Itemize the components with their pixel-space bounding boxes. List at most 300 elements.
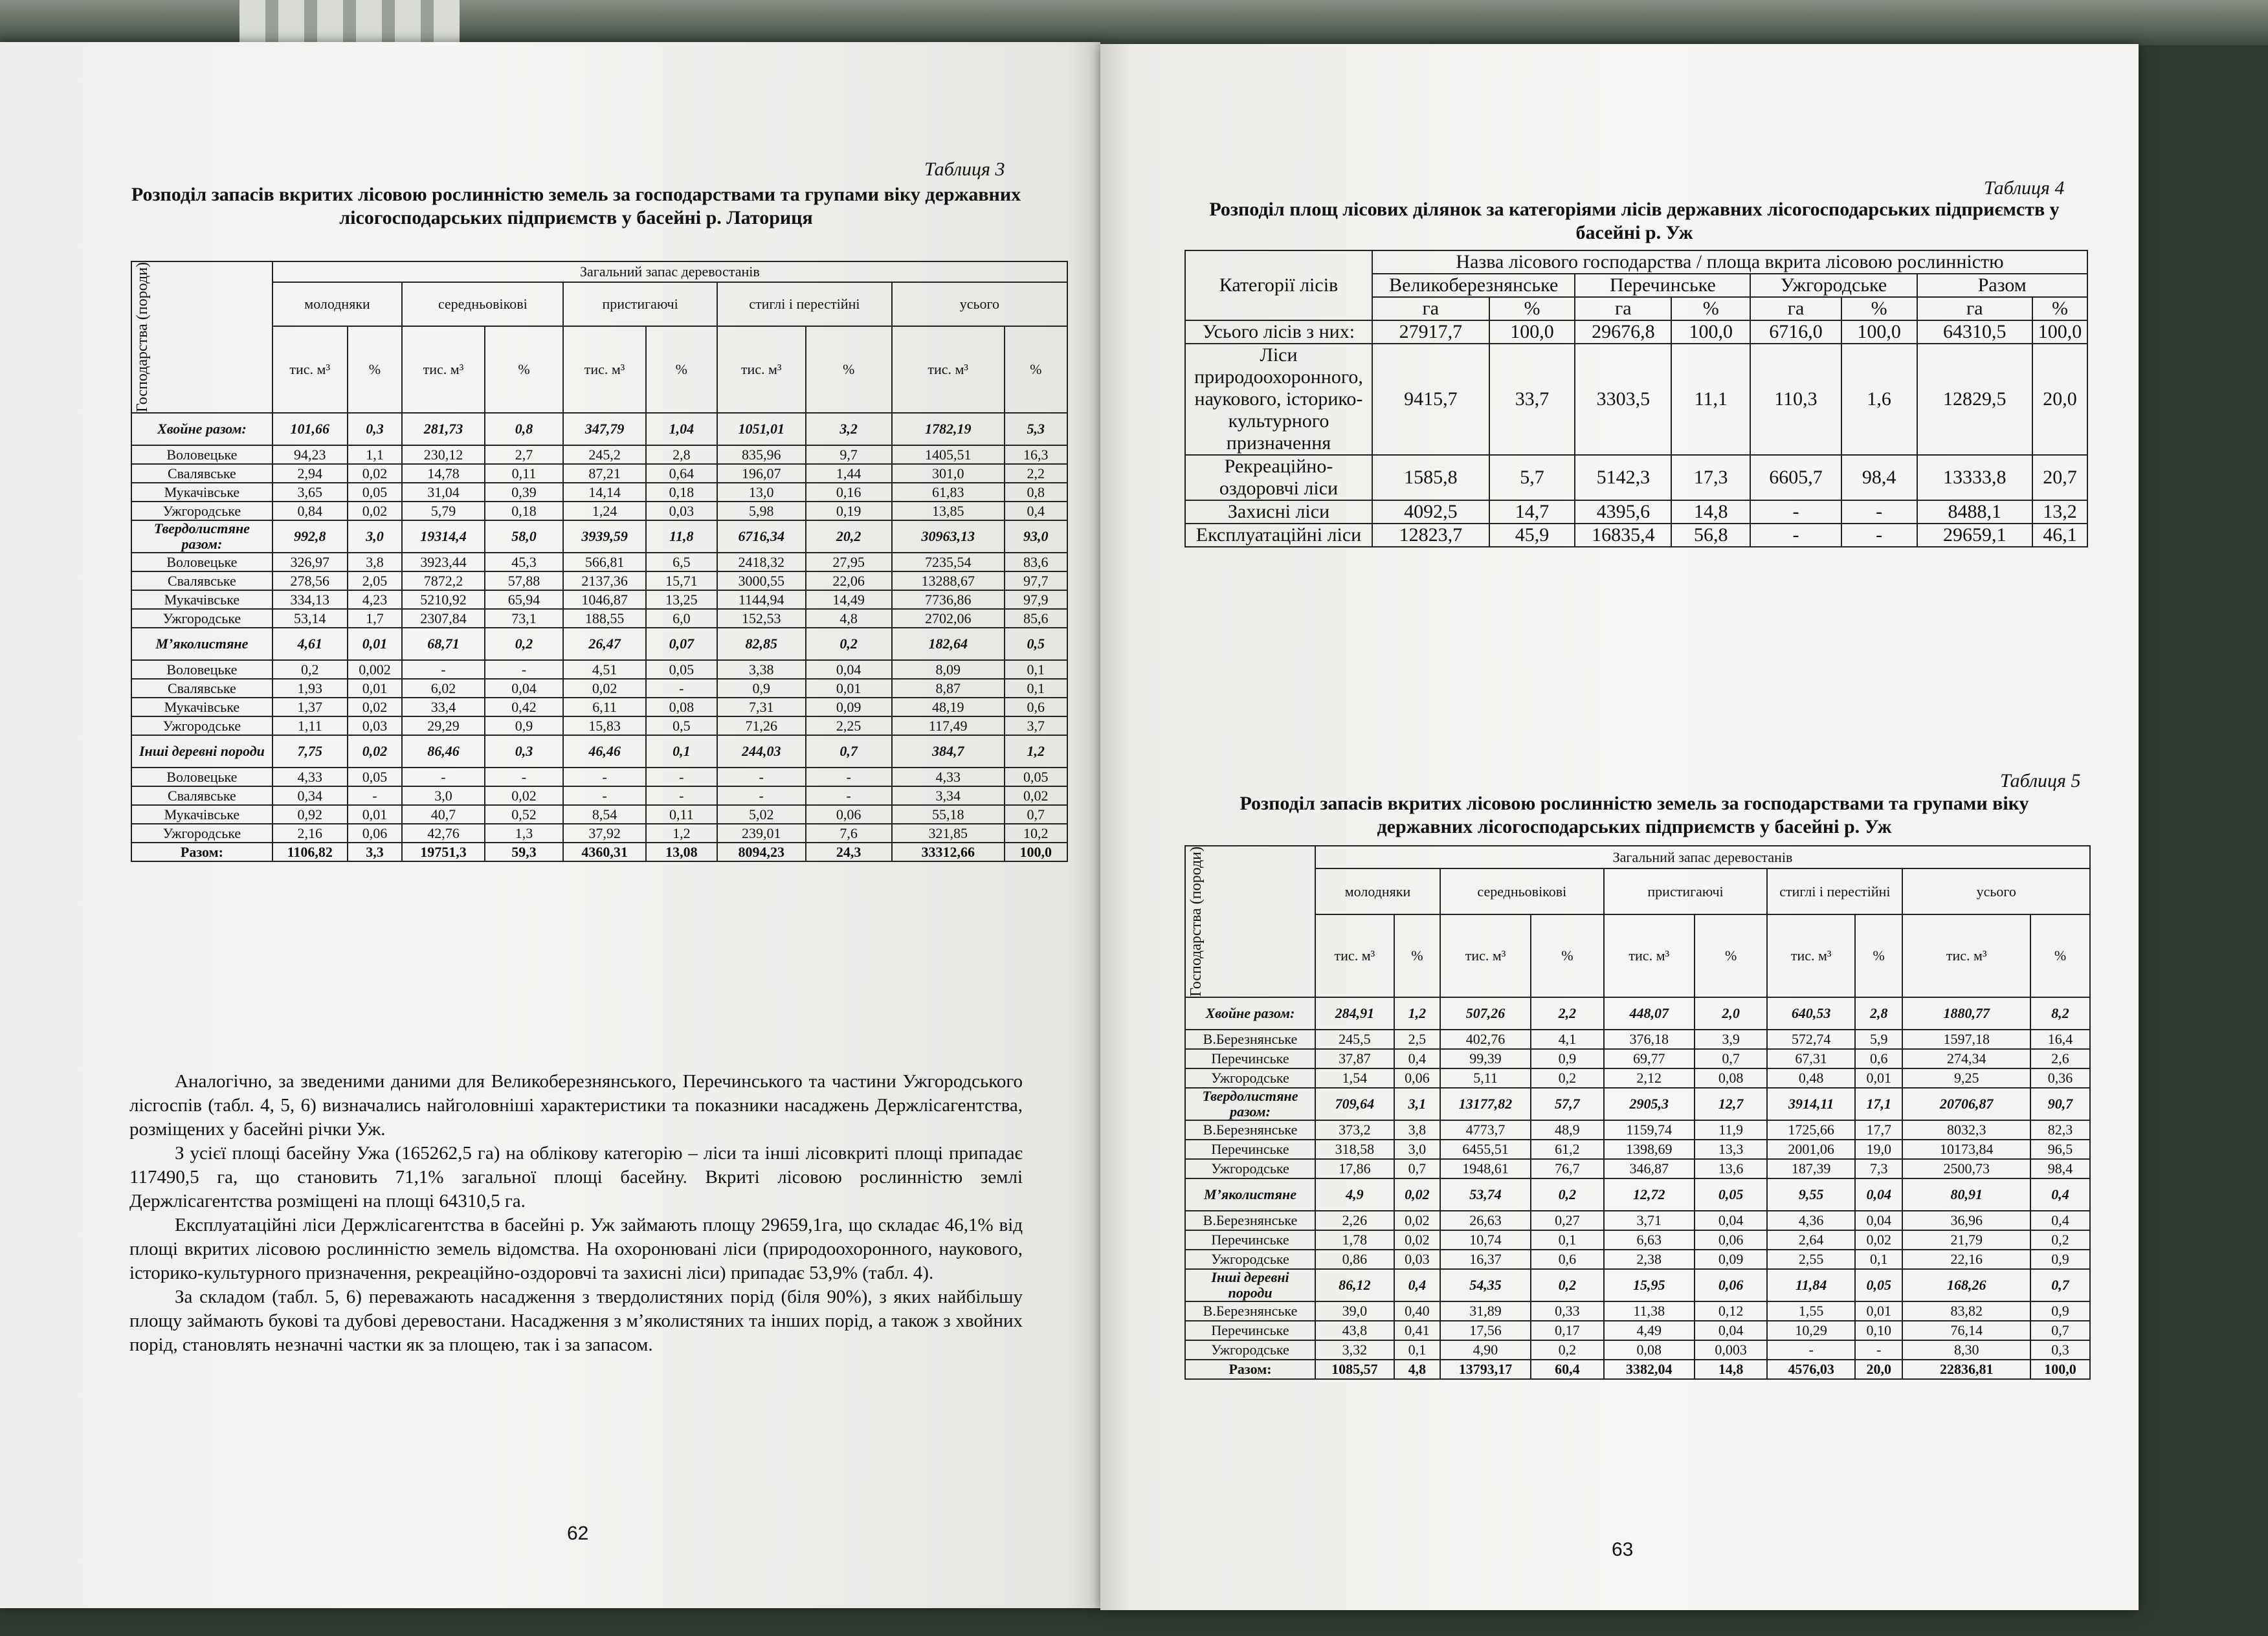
table-cell: 83,82 — [1902, 1301, 2030, 1321]
row-label: Захисні ліси — [1185, 500, 1372, 524]
table-cell: 45,3 — [485, 553, 564, 571]
table-cell: 2,6 — [2030, 1049, 2090, 1068]
table-cell: 0,02 — [485, 786, 564, 805]
table-cell: 110,3 — [1750, 344, 1841, 455]
table-cell: 31,04 — [402, 483, 484, 502]
table-cell: - — [485, 660, 564, 679]
table-cell: 1948,61 — [1440, 1159, 1531, 1178]
table-cell: 0,84 — [272, 502, 348, 520]
table-cell: 4,9 — [1315, 1178, 1394, 1211]
table-cell: 7872,2 — [402, 571, 484, 590]
table-cell: 8,87 — [892, 679, 1005, 698]
table-cell: 376,18 — [1604, 1030, 1695, 1049]
table-cell: 101,66 — [272, 413, 348, 445]
row-label: Ужгородське — [1185, 1068, 1315, 1088]
group-middle: середньовікові — [402, 282, 563, 326]
table-cell: 0,3 — [2030, 1340, 2090, 1360]
table-cell: 20,0 — [1855, 1360, 1903, 1379]
row-label: Ліси природоохоронного, наукового, історико-культурного призначення — [1185, 344, 1372, 455]
ha-header: га — [1575, 297, 1671, 320]
unit-header: тис. м³ — [1604, 914, 1695, 997]
farm-header: Ужгородське — [1750, 274, 1917, 297]
table-cell: 100,0 — [1489, 320, 1575, 344]
row-label: Воловецьке — [131, 445, 272, 464]
row-label: Хвойне разом: — [131, 413, 272, 445]
row-label: Твердолистяне разом: — [131, 520, 272, 553]
paragraph: Експлуатаційні ліси Держлісагентства в басейні р. Уж займають площу 29659,1га, що складає 46,1% від площі вкритих лісовою рослинністю земель відомства. На охоронювані ліси (природоохоронного, наукового, історико-культурного призначення, рекреаційно-оздоровчі та захисні ліси) припадає 53,9% (табл. 4). — [129, 1215, 1023, 1283]
table-cell: 0,18 — [485, 502, 564, 520]
table-cell: 3303,5 — [1575, 344, 1671, 455]
table-cell: 2418,32 — [717, 553, 806, 571]
table-cell: 100,0 — [1671, 320, 1750, 344]
table-cell: 0,002 — [348, 660, 403, 679]
row-label: М’яколистяне — [1185, 1178, 1315, 1211]
table-row — [131, 609, 1067, 628]
table-cell: 90,7 — [2030, 1088, 2090, 1120]
table-cell: 318,58 — [1315, 1140, 1394, 1159]
table-cell: 3,0 — [1394, 1140, 1440, 1159]
forestry-span-header: Назва лісового господарства / площа вкрита лісовою рослинністю — [1372, 250, 2087, 274]
table-cell: 152,53 — [717, 609, 806, 628]
table-cell: 0,18 — [646, 483, 717, 502]
table-cell: 3,0 — [402, 786, 484, 805]
farm-header: Великоберезнянське — [1372, 274, 1575, 297]
table-3-caption: Таблиця 3 — [924, 159, 1005, 180]
row-label: В.Березнянське — [1185, 1301, 1315, 1321]
table-cell: 244,03 — [717, 735, 806, 768]
table-cell: 0,40 — [1394, 1301, 1440, 1321]
table-cell: 0,02 — [1394, 1211, 1440, 1230]
table-cell: 24,3 — [806, 843, 892, 861]
table-cell: 0,41 — [1394, 1321, 1440, 1340]
table-cell: 86,46 — [402, 735, 484, 768]
table-cell: 13,08 — [646, 843, 717, 861]
table-cell: 17,1 — [1855, 1088, 1903, 1120]
table-cell: 274,34 — [1902, 1049, 2030, 1068]
table-row — [131, 805, 1067, 824]
table-cell: 20706,87 — [1902, 1088, 2030, 1120]
group-middle: середньовікові — [1440, 868, 1604, 914]
table-cell: 0,05 — [646, 660, 717, 679]
table-cell: 0,5 — [1005, 628, 1067, 660]
table-cell: - — [1767, 1340, 1855, 1360]
row-label: В.Березнянське — [1185, 1211, 1315, 1230]
body-text — [129, 1070, 1023, 1357]
table-cell: 53,74 — [1440, 1178, 1531, 1211]
paragraph: Аналогічно, за зведеними даними для Великоберезнянського, Перечинського та частини Ужгородського лісгоспів (табл. 4, 5, 6) визначались найголовніші характеристики та показники насаджень Держлісагентства, розміщених у басейні річки Уж. — [129, 1071, 1023, 1140]
table-cell: - — [646, 768, 717, 786]
table-cell: 29676,8 — [1575, 320, 1671, 344]
group-young: молодняки — [272, 282, 402, 326]
unit-header: тис. м³ — [272, 326, 348, 413]
table-4-caption: Таблиця 4 — [1984, 177, 2065, 199]
table-cell: 4,8 — [806, 609, 892, 628]
table-cell: - — [402, 768, 484, 786]
table-cell: 0,06 — [1695, 1269, 1768, 1301]
row-label: Інші деревні породи — [1185, 1269, 1315, 1301]
table-cell: 16,4 — [2030, 1030, 2090, 1049]
row-label: Ужгородське — [131, 716, 272, 735]
table-row — [1185, 344, 2087, 455]
table-4-heading: Розподіл площ лісових ділянок за категоріями лісів державних лісогосподарських підприємств у басейні р. Уж — [1209, 199, 2060, 243]
table-cell: 17,3 — [1671, 455, 1750, 500]
table-cell: 4360,31 — [563, 843, 645, 861]
table-cell: 4,33 — [892, 768, 1005, 786]
table-cell: 5210,92 — [402, 590, 484, 609]
table-cell: 0,9 — [717, 679, 806, 698]
page-number: 63 — [1612, 1539, 1634, 1560]
table-cell: 0,7 — [1695, 1049, 1768, 1068]
table-cell: 7,3 — [1855, 1159, 1903, 1178]
table-cell: 13,25 — [646, 590, 717, 609]
table-cell: 37,92 — [563, 824, 645, 843]
table-cell: 46,1 — [2032, 524, 2087, 547]
table-cell: 1,11 — [272, 716, 348, 735]
table-cell: 2,64 — [1767, 1230, 1855, 1250]
table-cell: 45,9 — [1489, 524, 1575, 547]
table-cell: 2,8 — [646, 445, 717, 464]
table-cell: 6,63 — [1604, 1230, 1695, 1250]
table-cell: 0,4 — [2030, 1178, 2090, 1211]
table-cell: 9415,7 — [1372, 344, 1489, 455]
row-label: М’яколистяне — [131, 628, 272, 660]
table-cell: 15,83 — [563, 716, 645, 735]
table-cell: 1,2 — [1394, 997, 1440, 1030]
table-row — [131, 445, 1067, 464]
table-cell: 2,94 — [272, 464, 348, 483]
table-cell: 0,7 — [1005, 805, 1067, 824]
table-cell: 0,07 — [646, 628, 717, 660]
table-cell: 507,26 — [1440, 997, 1531, 1030]
table-row — [1185, 1159, 2090, 1178]
farm-header: Господарства (породи) — [1188, 846, 1205, 997]
table-cell: 0,09 — [806, 698, 892, 716]
table-cell: 0,64 — [646, 464, 717, 483]
table-cell: 0,4 — [1394, 1049, 1440, 1068]
table-cell: 12,7 — [1695, 1088, 1768, 1120]
table-cell: 0,06 — [806, 805, 892, 824]
table-cell: 0,05 — [348, 768, 403, 786]
table-cell: 0,05 — [1695, 1178, 1768, 1211]
table-cell: 14,78 — [402, 464, 484, 483]
pct-header: % — [806, 326, 892, 413]
table-cell: 284,91 — [1315, 997, 1394, 1030]
table-cell: 13177,82 — [1440, 1088, 1531, 1120]
table-cell: 57,88 — [485, 571, 564, 590]
table-cell: 1,04 — [646, 413, 717, 445]
table-cell: 43,8 — [1315, 1321, 1394, 1340]
table-cell: 40,7 — [402, 805, 484, 824]
table-cell: 11,9 — [1695, 1120, 1768, 1140]
pct-header: % — [1394, 914, 1440, 997]
row-label: Твердолистяне разом: — [1185, 1088, 1315, 1120]
table-cell: 11,38 — [1604, 1301, 1695, 1321]
table-row — [1185, 500, 2087, 524]
table-4 — [1184, 250, 2088, 547]
table-cell: 0,2 — [272, 660, 348, 679]
table-cell: 0,02 — [348, 698, 403, 716]
table-row — [131, 786, 1067, 805]
table-cell: 12,72 — [1604, 1178, 1695, 1211]
table-row — [131, 553, 1067, 571]
table-cell: - — [1750, 524, 1841, 547]
table-cell: 402,76 — [1440, 1030, 1531, 1049]
table-cell: 19314,4 — [402, 520, 484, 553]
table-cell: 13,0 — [717, 483, 806, 502]
table-cell: 2,16 — [272, 824, 348, 843]
group-row — [131, 628, 1067, 660]
table-cell: 9,55 — [1767, 1178, 1855, 1211]
row-label: Ужгородське — [131, 609, 272, 628]
table-cell: 15,95 — [1604, 1269, 1695, 1301]
table-cell: 1085,57 — [1315, 1360, 1394, 1379]
table-cell: 0,02 — [1394, 1230, 1440, 1250]
row-label: Свалявське — [131, 679, 272, 698]
table-cell: 0,7 — [2030, 1269, 2090, 1301]
table-cell: 3,71 — [1604, 1211, 1695, 1230]
table-cell: 5142,3 — [1575, 455, 1671, 500]
table-cell: 0,02 — [1005, 786, 1067, 805]
table-cell: 9,25 — [1902, 1068, 2030, 1088]
table-cell: 0,1 — [1005, 660, 1067, 679]
table-row — [1185, 1321, 2090, 1340]
table-cell: 0,04 — [1695, 1321, 1768, 1340]
table-row — [1185, 1030, 2090, 1049]
table-cell: - — [1841, 500, 1917, 524]
table-cell: 384,7 — [892, 735, 1005, 768]
table-cell: 8,54 — [563, 805, 645, 824]
table-cell: - — [717, 768, 806, 786]
table-cell: 4,90 — [1440, 1340, 1531, 1360]
table-cell: 0,003 — [1695, 1340, 1768, 1360]
table-cell: 2,55 — [1767, 1250, 1855, 1269]
unit-header: тис. м³ — [892, 326, 1005, 413]
ha-header: га — [1372, 297, 1489, 320]
table-cell: 13333,8 — [1917, 455, 2033, 500]
table-cell: 0,01 — [348, 805, 403, 824]
paragraph: За складом (табл. 5, 6) переважають насадження з твердолистяних порід (біля 90%), з яких найбільшу площу займають букові та дубові деревостани. Насадження з м’яколистяних та інших порід, а також з хвойних порід, становлять незначні частки як за площею, так і за запасом. — [129, 1287, 1023, 1355]
table-cell: 13288,67 — [892, 571, 1005, 590]
table-cell: 21,79 — [1902, 1230, 2030, 1250]
farm-header-cell — [1185, 846, 1315, 997]
table-cell: 1,2 — [1005, 735, 1067, 768]
table-cell: 9,7 — [806, 445, 892, 464]
table-row — [1185, 1120, 2090, 1140]
table-cell: 3,0 — [348, 520, 403, 553]
table-cell: - — [402, 660, 484, 679]
row-label: Перечинське — [1185, 1230, 1315, 1250]
table-row — [1185, 1340, 2090, 1360]
table-cell: 6605,7 — [1750, 455, 1841, 500]
table-cell: 17,7 — [1855, 1120, 1903, 1140]
table-cell: 15,71 — [646, 571, 717, 590]
group-total: усього — [892, 282, 1067, 326]
row-label: Мукачівське — [131, 483, 272, 502]
table-cell: 230,12 — [402, 445, 484, 464]
pct-header: % — [1841, 297, 1917, 320]
right-page — [1100, 44, 2139, 1610]
table-cell: 0,3 — [485, 735, 564, 768]
pct-header: % — [1855, 914, 1903, 997]
table-cell: 20,7 — [2032, 455, 2087, 500]
total-stock-header: Загальний запас деревостанів — [1315, 846, 2090, 868]
table-cell: 1159,74 — [1604, 1120, 1695, 1140]
table-cell: 14,8 — [1695, 1360, 1768, 1379]
table-cell: 0,01 — [1855, 1068, 1903, 1088]
table-cell: 2,26 — [1315, 1211, 1394, 1230]
row-label: Ужгородське — [1185, 1340, 1315, 1360]
table-cell: 4,61 — [272, 628, 348, 660]
table-cell: 8,09 — [892, 660, 1005, 679]
table-cell: 187,39 — [1767, 1159, 1855, 1178]
table-cell: 76,7 — [1531, 1159, 1604, 1178]
table-cell: 3,65 — [272, 483, 348, 502]
table-cell: 31,89 — [1440, 1301, 1531, 1321]
table-cell: 640,53 — [1767, 997, 1855, 1030]
table-cell: 59,3 — [485, 843, 564, 861]
group-row — [1185, 1178, 2090, 1211]
table-cell: 14,7 — [1489, 500, 1575, 524]
table-cell: 1597,18 — [1902, 1030, 2030, 1049]
table-cell: 7,75 — [272, 735, 348, 768]
row-label: Перечинське — [1185, 1049, 1315, 1068]
table-cell: 2500,73 — [1902, 1159, 2030, 1178]
table-cell: 0,9 — [485, 716, 564, 735]
table-cell: 1880,77 — [1902, 997, 2030, 1030]
table-row — [1185, 320, 2087, 344]
farm-header: Разом — [1917, 274, 2088, 297]
table-cell: 2,0 — [1695, 997, 1768, 1030]
table-cell: 0,39 — [485, 483, 564, 502]
table-cell: 0,2 — [806, 628, 892, 660]
table-cell: 33,4 — [402, 698, 484, 716]
table-cell: 3,38 — [717, 660, 806, 679]
table-cell: 2702,06 — [892, 609, 1005, 628]
ha-header: га — [1750, 297, 1841, 320]
left-page — [0, 42, 1100, 1608]
table-cell: 326,97 — [272, 553, 348, 571]
pct-header: % — [2032, 297, 2087, 320]
table-cell: 27,95 — [806, 553, 892, 571]
table-cell: 188,55 — [563, 609, 645, 628]
table-cell: 27917,7 — [1372, 320, 1489, 344]
table-row — [1185, 455, 2087, 500]
total-row — [1185, 1360, 2090, 1379]
table-cell: 17,86 — [1315, 1159, 1394, 1178]
group-row — [131, 520, 1067, 553]
table-cell: 48,19 — [892, 698, 1005, 716]
group-mature: стиглі і перестійні — [717, 282, 892, 326]
table-cell: 1,3 — [485, 824, 564, 843]
row-label: Усього лісів з них: — [1185, 320, 1372, 344]
table-cell: 0,36 — [2030, 1068, 2090, 1088]
table-cell: 0,01 — [348, 628, 403, 660]
table-cell: 7736,86 — [892, 590, 1005, 609]
unit-header: тис. м³ — [1315, 914, 1394, 997]
table-cell: 2307,84 — [402, 609, 484, 628]
row-label: Воловецьке — [131, 768, 272, 786]
table-cell: 1,93 — [272, 679, 348, 698]
table-cell: 0,2 — [1531, 1269, 1604, 1301]
table-cell: 196,07 — [717, 464, 806, 483]
paragraph: З усієї площі басейну Ужа (165262,5 га) на облікову категорію – ліси та інші лісовкриті площі припадає 117490,5 га, що становить 71,1% загальної площі басейну. Вкриті лісовою рослинністю землі Держлісагентства розміщені на площі 64310,5 га. — [129, 1143, 1023, 1211]
table-cell: 94,23 — [272, 445, 348, 464]
table-cell: 6,11 — [563, 698, 645, 716]
table-cell: 2,8 — [1855, 997, 1903, 1030]
table-cell: 0,03 — [646, 502, 717, 520]
table-cell: 5,7 — [1489, 455, 1575, 500]
group-row — [131, 413, 1067, 445]
table-cell: 1,1 — [348, 445, 403, 464]
table-cell: 13,3 — [1695, 1140, 1768, 1159]
table-cell: 7,31 — [717, 698, 806, 716]
table-row — [131, 679, 1067, 698]
total-row — [131, 843, 1067, 861]
table-cell: 0,9 — [2030, 1250, 2090, 1269]
table-cell: 10,74 — [1440, 1230, 1531, 1250]
total-stock-header: Загальний запас деревостанів — [272, 261, 1067, 282]
table-cell: 64310,5 — [1917, 320, 2033, 344]
table-cell: 0,06 — [348, 824, 403, 843]
table-cell: 168,26 — [1902, 1269, 2030, 1301]
table-cell: 19751,3 — [402, 843, 484, 861]
table-cell: 6455,51 — [1440, 1140, 1531, 1159]
table-cell: 0,2 — [1531, 1340, 1604, 1360]
table-cell: 1,2 — [646, 824, 717, 843]
table-cell: 65,94 — [485, 590, 564, 609]
group-row — [1185, 1269, 2090, 1301]
table-cell: 0,2 — [1531, 1178, 1604, 1211]
table-cell: 0,04 — [1695, 1211, 1768, 1230]
row-label: Свалявське — [131, 786, 272, 805]
table-cell: - — [806, 768, 892, 786]
table-cell: 0,01 — [348, 679, 403, 698]
table-cell: 334,13 — [272, 590, 348, 609]
table-cell: 37,87 — [1315, 1049, 1394, 1068]
table-cell: 0,7 — [1394, 1159, 1440, 1178]
table-cell: 0,52 — [485, 805, 564, 824]
table-cell: 5,02 — [717, 805, 806, 824]
table-cell: 3000,55 — [717, 571, 806, 590]
table-cell: 16,3 — [1005, 445, 1067, 464]
table-cell: 100,0 — [1005, 843, 1067, 861]
table-cell: 0,03 — [1394, 1250, 1440, 1269]
unit-header: тис. м³ — [563, 326, 645, 413]
table-cell: 301,0 — [892, 464, 1005, 483]
table-row — [131, 660, 1067, 679]
table-cell: 0,05 — [1855, 1269, 1903, 1301]
table-cell: 8,30 — [1902, 1340, 2030, 1360]
table-cell: 12829,5 — [1917, 344, 2033, 455]
table-cell: 572,74 — [1767, 1030, 1855, 1049]
table-cell: 55,18 — [892, 805, 1005, 824]
table-cell: 13,6 — [1695, 1159, 1768, 1178]
table-cell: - — [348, 786, 403, 805]
table-cell: 1398,69 — [1604, 1140, 1695, 1159]
table-cell: 42,76 — [402, 824, 484, 843]
binder-clip — [239, 0, 460, 45]
table-cell: 5,98 — [717, 502, 806, 520]
table-cell: 281,73 — [402, 413, 484, 445]
table-cell: 100,0 — [1841, 320, 1917, 344]
table-cell: 22,06 — [806, 571, 892, 590]
table-cell: 85,6 — [1005, 609, 1067, 628]
table-cell: 0,06 — [1695, 1230, 1768, 1250]
table-cell: 3,2 — [806, 413, 892, 445]
table-cell: 3923,44 — [402, 553, 484, 571]
table-cell: 0,7 — [806, 735, 892, 768]
table-cell: 20,0 — [2032, 344, 2087, 455]
